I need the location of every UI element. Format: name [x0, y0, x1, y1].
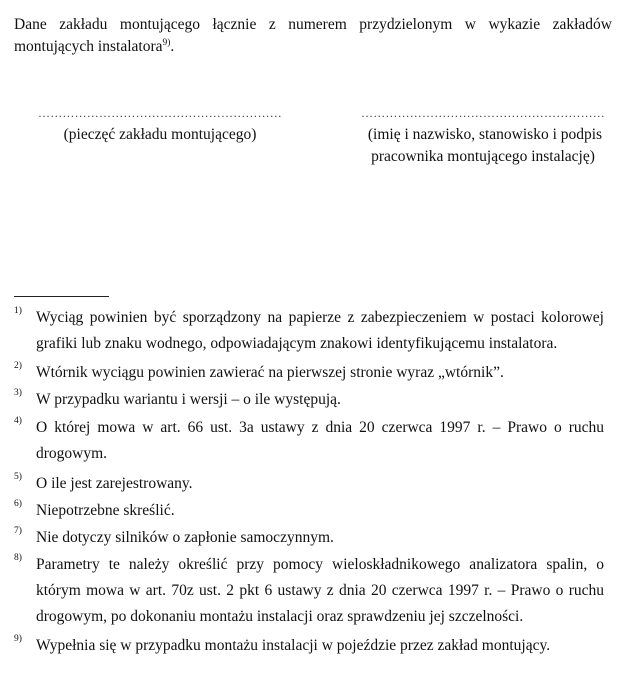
footnote-text: Wypełnia się w przypadku montażu instalacji w pojeździe przez zakład montujący. — [36, 637, 551, 654]
footnote-item — [14, 471, 604, 498]
footnote-text: O której mowa w art. 66 ust. 3a ustawy z dnia 20 czerwca 1997 r. – Prawo o ruchu drogowym. — [36, 419, 604, 462]
signature-dotted-line: …………………………………………………… — [361, 108, 605, 118]
intro-end: . — [170, 38, 175, 55]
intro-paragraph — [14, 14, 612, 58]
footnote-item — [14, 305, 604, 360]
footnote-number: 6) — [14, 499, 22, 509]
footnote-item — [14, 633, 604, 660]
footnote-item — [14, 525, 604, 552]
footnote-text: Niepotrzebne skreślić. — [36, 502, 175, 519]
footnote-item — [14, 387, 604, 415]
footnote-number: 9) — [14, 634, 22, 644]
footnote-text: Wtórnik wyciągu powinien zawierać na pierwszej stronie wyraz „wtórnik”. — [36, 364, 504, 381]
footnotes-list — [14, 305, 604, 660]
intro-text: Dane zakładu montującego łącznie z numerem przydzielonym w wykazie zakładów montujących instalatora — [14, 16, 612, 55]
footnote-item — [14, 498, 604, 525]
signature-caption-line2: pracownika montującego instalację) — [371, 148, 595, 165]
stamp-dotted-line: …………………………………………………… — [38, 108, 282, 118]
footnote-text: W przypadku wariantu i wersji – o ile występują. — [36, 391, 341, 408]
footnote-number: 2) — [14, 361, 22, 371]
footnote-item — [14, 552, 604, 633]
footnote-item — [14, 360, 604, 387]
footnote-separator — [14, 296, 109, 297]
intro-footnote-ref: 9) — [162, 37, 171, 48]
footnote-number: 4) — [14, 416, 22, 426]
footnote-number: 7) — [14, 526, 22, 536]
footnote-number: 3) — [14, 388, 22, 398]
stamp-signature-block — [22, 108, 298, 146]
stamp-caption: (pieczęć zakładu montującego) — [63, 126, 257, 143]
footnote-text: O ile jest zarejestrowany. — [36, 475, 193, 492]
footnote-number: 8) — [14, 553, 22, 563]
signature-caption-line1: (imię i nazwisko, stanowisko i podpis — [367, 126, 603, 143]
footnote-text: Nie dotyczy silników o zapłonie samoczynnym. — [36, 529, 334, 546]
footnote-number: 1) — [14, 306, 22, 316]
footnote-number: 5) — [14, 472, 22, 482]
employee-signature-block — [342, 108, 624, 168]
footnote-item — [14, 415, 604, 471]
footnote-text: Wyciąg powinien być sporządzony na papierze z zabezpieczeniem w postaci kolorowej grafiki lub znaku wodnego, odpowiadającym znakowi identyfikującemu instalatora. — [36, 309, 604, 352]
footnote-text: Parametry te należy określić przy pomocy wieloskładnikowego analizatora spalin, o którym mowa w art. 70z ust. 2 pkt 6 ustawy z dnia 20 czerwca 1997 r. – Prawo o ruchu drogowym, po dokonaniu montażu instalacji oraz sprawdzeniu jej szczelności. — [36, 556, 604, 625]
